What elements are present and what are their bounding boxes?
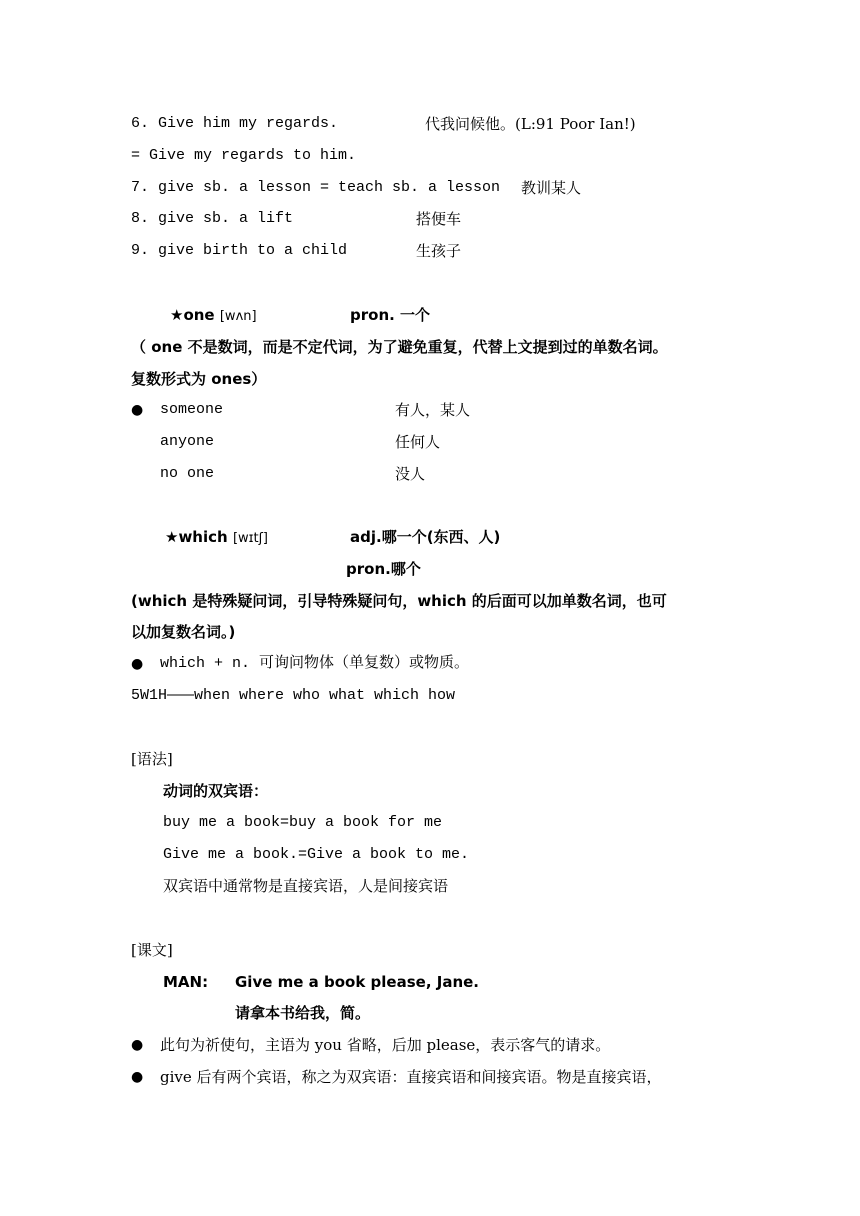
grammar-heading: [语法] (131, 750, 173, 768)
which-pos-adj: adj.哪一个(东西、人) (350, 528, 501, 546)
phrase-8-zh: 搭便车 (416, 210, 462, 228)
one-word: one (183, 306, 215, 324)
bullet-icon: ● (131, 402, 144, 418)
one-item-anyone-en: anyone (160, 433, 215, 450)
bullet-icon: ● (131, 1069, 144, 1085)
bullet-icon: ● (131, 1037, 144, 1053)
phrase-8-en: 8. give sb. a lift (131, 210, 294, 227)
text-note-1: 此句为祈使句，主语为 you 省略，后加 please，表示客气的请求。 (160, 1036, 611, 1054)
one-note-line-1: （ one 不是数词，而是不定代词，为了避免重复，代替上文提到过的单数名词。 (131, 338, 668, 356)
one-phonetic: [wʌn] (219, 309, 257, 324)
grammar-line-3: 双宾语中通常物是直接宾语，人是间接宾语 (163, 877, 449, 895)
star-icon: ★ (170, 306, 184, 324)
text-note-2: give 后有两个宾语，称之为双宾语：直接宾语和间接宾语。物是直接宾语， (160, 1068, 662, 1086)
one-item-noone-zh: 没人 (395, 465, 426, 483)
one-headword (170, 305, 257, 327)
bullet-icon: ● (131, 656, 144, 672)
sentence-english: Give me a book please, Jane. (235, 973, 479, 991)
grammar-subheading: 动词的双宾语： (163, 782, 269, 800)
phrase-9-zh: 生孩子 (416, 242, 462, 260)
one-item-someone-zh: 有人，某人 (395, 401, 471, 419)
one-item-noone-en: no one (160, 465, 215, 482)
phrase-6-en: 6. Give him my regards. (131, 115, 339, 132)
which-pos-pron: pron.哪个 (346, 560, 421, 578)
which-headword (165, 527, 268, 549)
grammar-line-2: Give me a book.=Give a book to me. (163, 846, 470, 863)
phrase-6-zh: 代我问候他。(L:91 Poor Ian!) (425, 115, 636, 133)
star-icon: ★ (165, 528, 179, 546)
text-heading: [课文] (131, 941, 173, 959)
one-note-line-2: 复数形式为 ones） (131, 370, 267, 388)
which-usage: which + n. 可询问物体（单复数）或物质。 (160, 655, 470, 672)
which-phonetic: [wɪtʃ] (232, 531, 269, 546)
one-part-of-speech: pron. 一个 (350, 306, 431, 324)
five-w-one-h: 5W1H———when where who what which how (131, 687, 456, 704)
one-item-someone-en: someone (160, 401, 224, 418)
which-note-line-2: 以加复数名词。) (131, 623, 236, 641)
speaker-label: MAN: (163, 973, 209, 991)
phrase-7-en: 7. give sb. a lesson = teach sb. a lesson (131, 179, 501, 196)
which-word: which (178, 528, 228, 546)
which-note-line-1: (which 是特殊疑问词，引导特殊疑问句，which 的后面可以加单数名词，也可 (131, 592, 667, 610)
sentence-chinese: 请拿本书给我，简。 (235, 1004, 371, 1022)
phrase-6-alt: = Give my regards to him. (131, 147, 357, 164)
one-item-anyone-zh: 任何人 (395, 433, 441, 451)
phrase-9-en: 9. give birth to a child (131, 242, 348, 259)
grammar-line-1: buy me a book=buy a book for me (163, 814, 443, 831)
phrase-7-zh: 教训某人 (521, 179, 582, 197)
